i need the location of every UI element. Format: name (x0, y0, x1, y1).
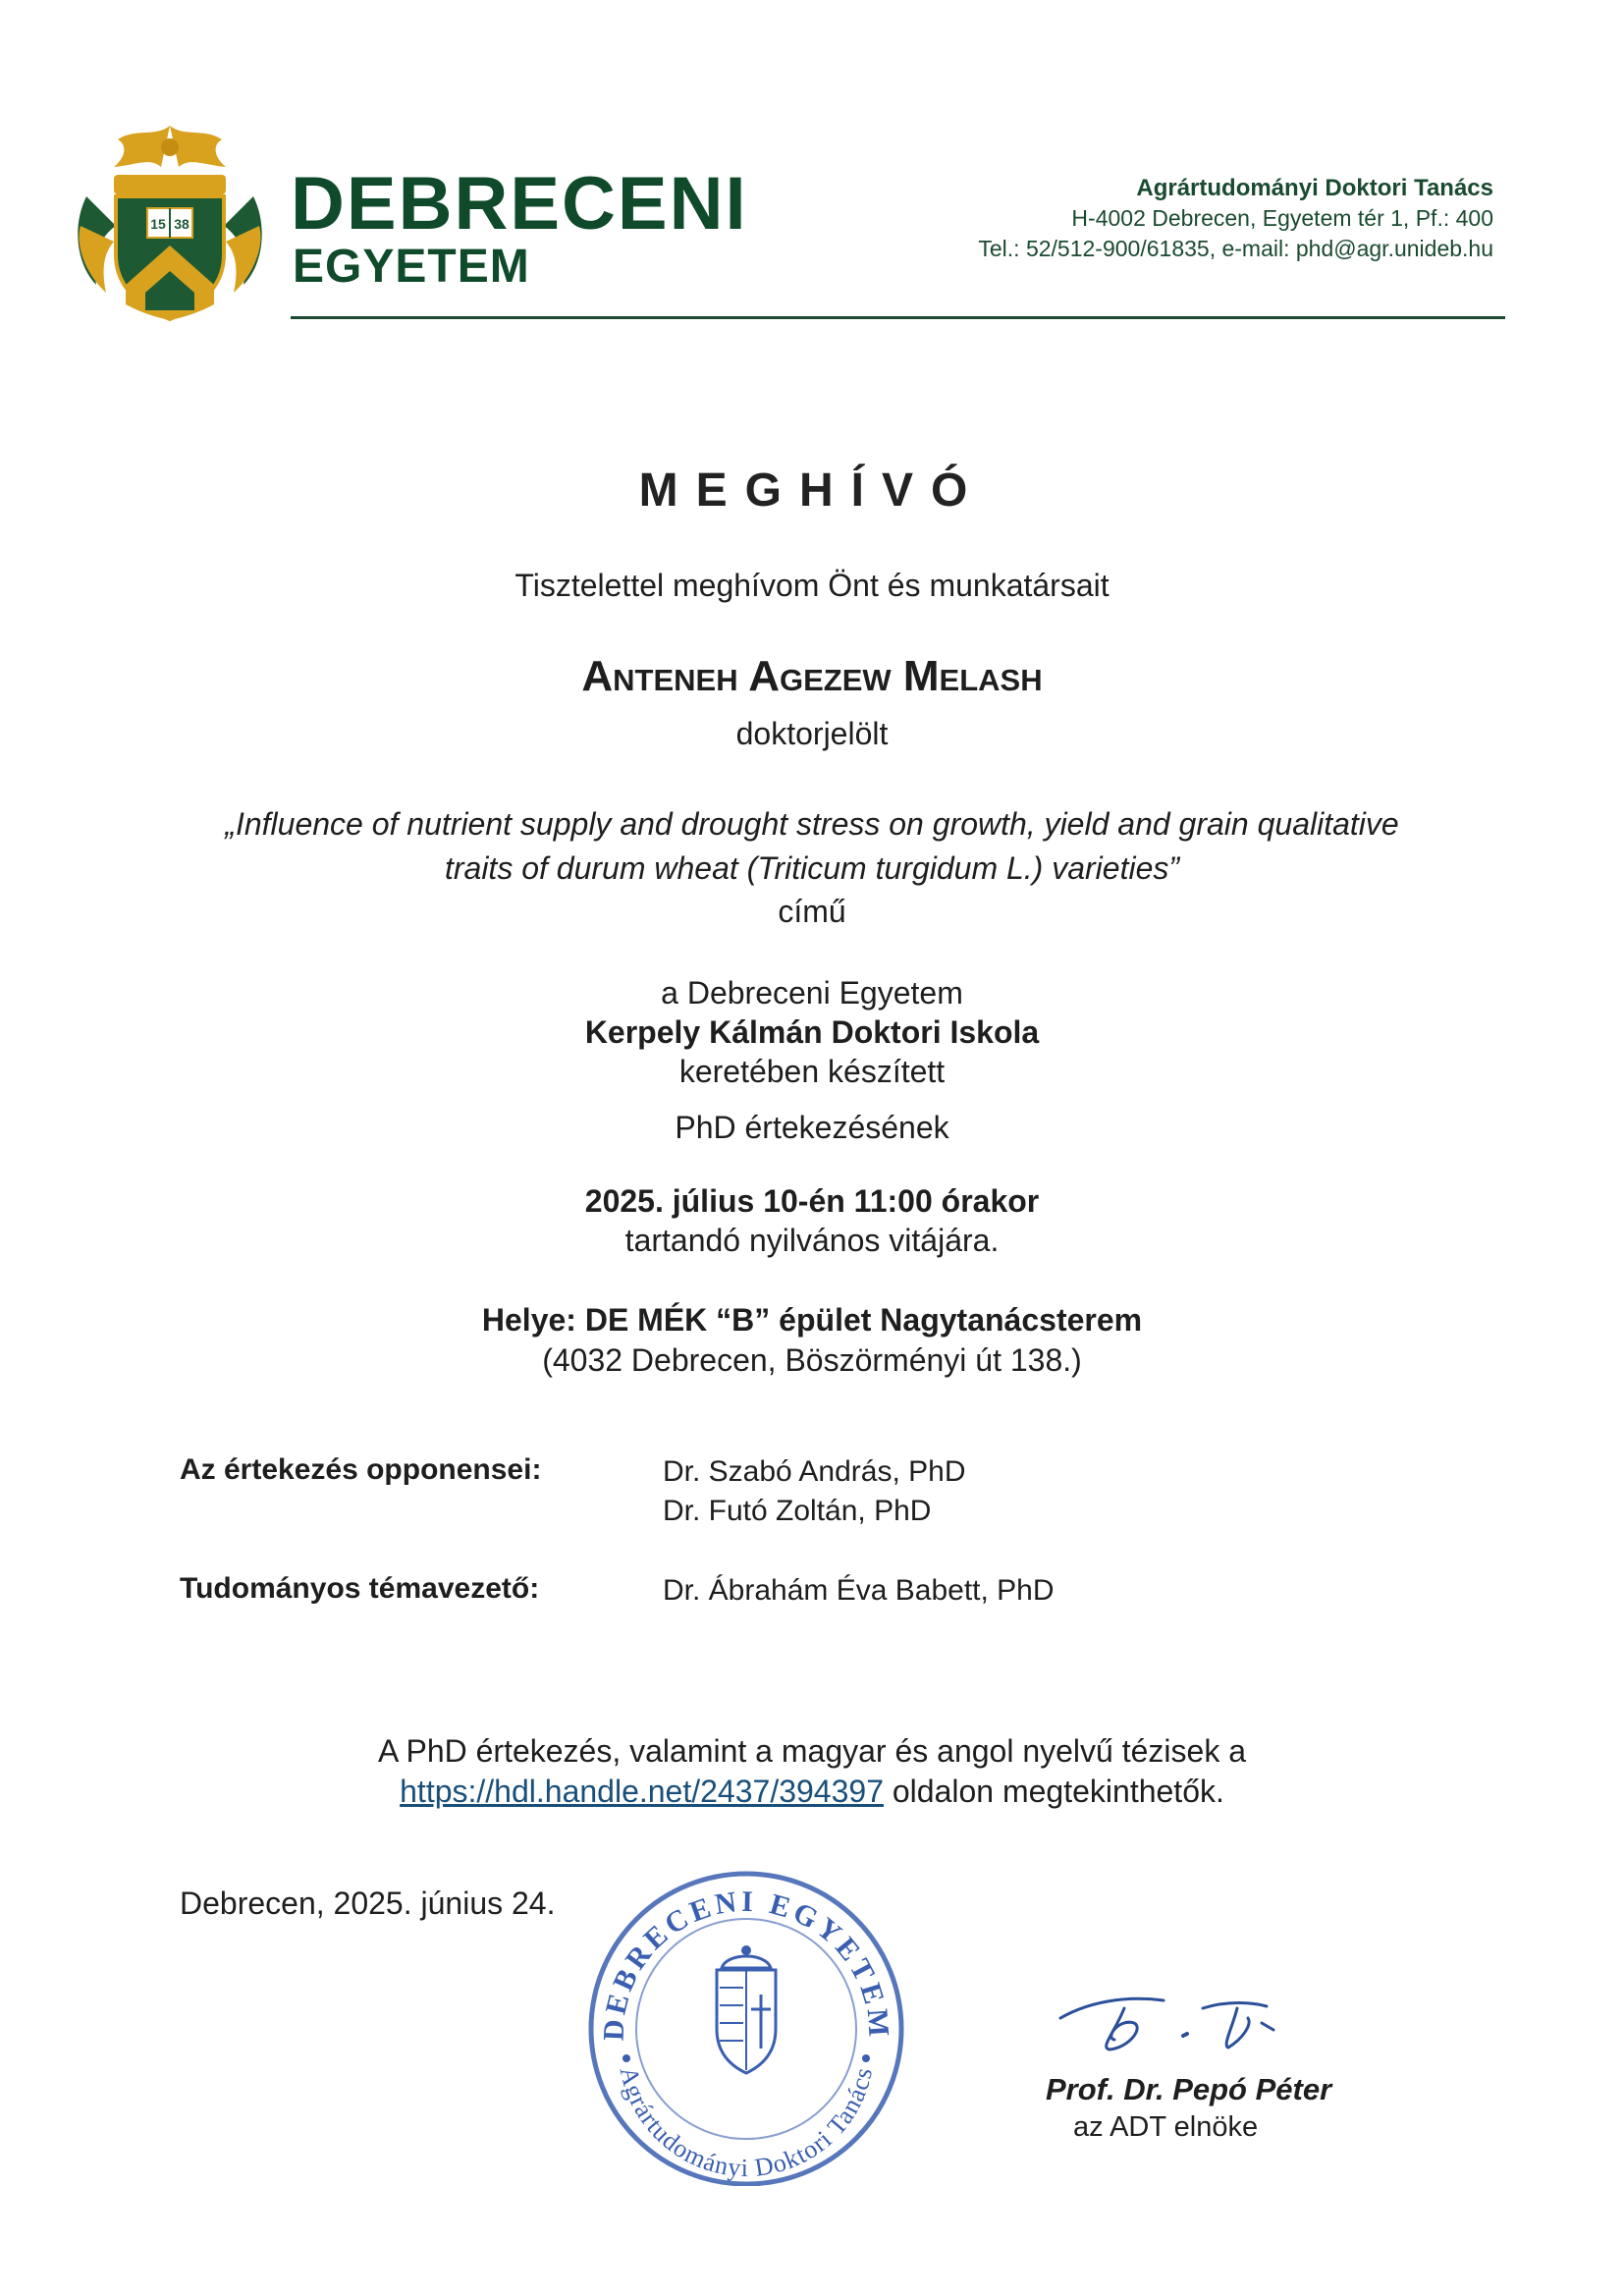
official-stamp (579, 1862, 913, 2186)
dissertation-line: PhD értekezésének (675, 1110, 949, 1145)
logo-year-left: 15 (150, 216, 166, 232)
university-logo (67, 118, 273, 326)
titled-label: című (778, 894, 846, 929)
defense-line: tartandó nyilvános vitájára. (624, 1223, 1000, 1258)
supervisor-label: Tudományos témavezető: (180, 1572, 540, 1605)
opponents-label: Az értekezés opponensei: (180, 1453, 542, 1486)
venue: Helye: DE MÉK “B” épület Nagytanácsterem (481, 1302, 1143, 1338)
opponent-1: Dr. Szabó András, PhD (663, 1455, 966, 1488)
defense-datetime: 2025. július 10-én 11:00 órakor (584, 1183, 1040, 1219)
signer-name: Prof. Dr. Pepó Péter (1046, 2072, 1332, 2106)
header-divider (291, 316, 1505, 319)
brand-name-line2: EGYETEM (293, 241, 530, 293)
document-title: MEGHÍVÓ (638, 465, 986, 517)
council-address: H-4002 Debrecen, Egyetem tér 1, Pf.: 400 (1071, 205, 1493, 231)
thesis-title-line1: „Influence of nutrient supply and drought stress on growth, yield and grain qualitative (225, 806, 1399, 842)
header-contact-block (978, 173, 1493, 264)
brand-name-line1: DEBRECENI (291, 162, 748, 246)
doctoral-school: Kerpely Kálmán Doktori Iskola (584, 1014, 1040, 1050)
availability-line2-rest: oldalon megtekinthetők. (883, 1774, 1224, 1809)
venue-address: (4032 Debrecen, Böszörményi út 138.) (542, 1342, 1082, 1378)
university-line: a Debreceni Egyetem (661, 975, 963, 1011)
greeting: Tisztelettel meghívom Önt és munkatársait (514, 568, 1110, 603)
stamp-text-bottom: Agrártudományi Doktori Tanács (614, 2063, 879, 2183)
council-name: Agrártudományi Doktori Tanács (1136, 175, 1493, 201)
prepared-line: keretében készített (678, 1054, 946, 1089)
signature (1056, 1979, 1301, 2067)
stamp-text-top: DEBRECENI EGYETEM (597, 1885, 895, 2042)
place-date: Debrecen, 2025. június 24. (180, 1886, 556, 1921)
candidate-role: doktorjelölt (735, 716, 889, 751)
logo-year-right: 38 (174, 216, 189, 232)
thesis-title-line2: traits of durum wheat (Triticum turgidum L.) varieties” (444, 850, 1180, 886)
council-contact: Tel.: 52/512-900/61835, e-mail: phd@agr.unideb.hu (978, 236, 1493, 261)
availability-line2 (0, 1772, 1624, 1811)
supervisor-name: Dr. Ábrahám Éva Babett, PhD (663, 1574, 1055, 1607)
candidate-name: Anteneh Agezew Melash (581, 652, 1043, 700)
signer-role: az ADT elnöke (1073, 2111, 1259, 2143)
availability-line1: A PhD értekezés, valamint a magyar és angol nyelvű tézisek a (378, 1733, 1246, 1769)
opponent-2: Dr. Futó Zoltán, PhD (663, 1495, 932, 1527)
dissertation-link[interactable]: https://hdl.handle.net/2437/394397 (400, 1774, 884, 1809)
